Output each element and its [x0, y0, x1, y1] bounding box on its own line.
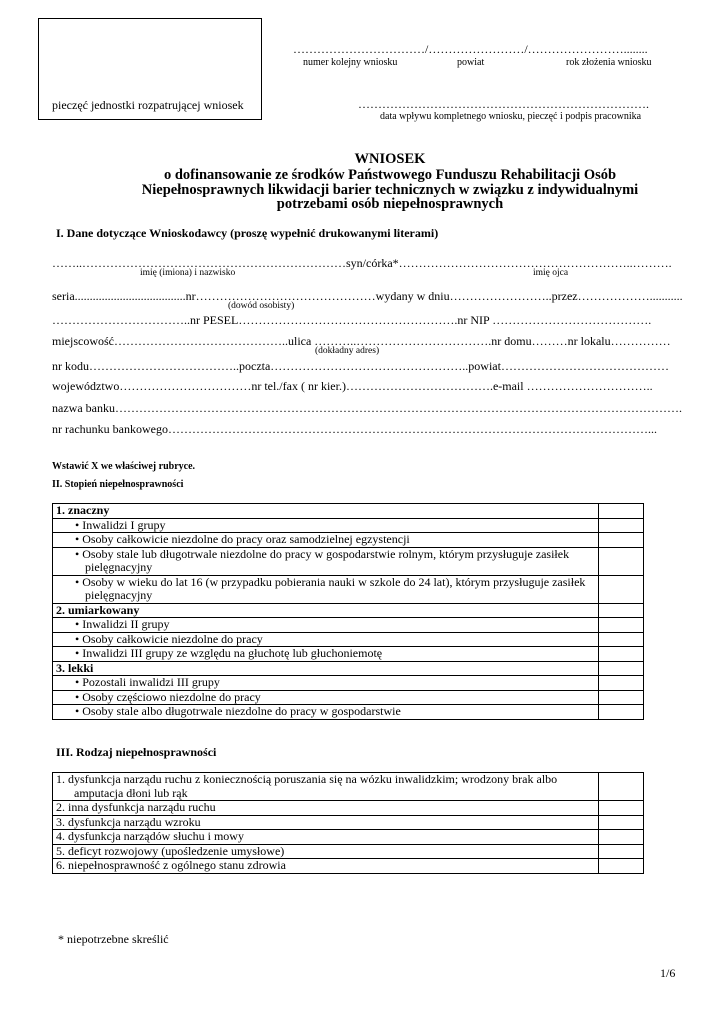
- bank-account-field[interactable]: nr rachunku bankowego…………………………………………………………………………………………………………...: [52, 422, 657, 436]
- form-title: WNIOSEK: [354, 151, 426, 167]
- table-row: [53, 632, 644, 647]
- type-item: 5. deficyt rozwojowy (upośledzenie umysłowe): [53, 844, 599, 859]
- disability-type-table: [52, 772, 644, 874]
- application-number-field[interactable]: ……………………………/……………………/……………………........: [293, 42, 648, 56]
- checkbox-cell[interactable]: [599, 632, 644, 647]
- type-item: 4. dysfunkcja narządów słuchu i mowy: [53, 830, 599, 845]
- table-row: [53, 690, 644, 705]
- degree-item: • Inwalidzi I grupy: [53, 518, 599, 533]
- table-row: [53, 773, 644, 801]
- group-label: 3. lekki: [53, 661, 599, 676]
- checkbox-cell[interactable]: [599, 690, 644, 705]
- application-number-label: numer kolejny wniosku: [303, 57, 398, 68]
- degree-item: • Osoby stale lub długotrwale niezdolne do pracy w gospodarstwie rolnym, którym przysługuje zasiłek pielęgnacyjny: [75, 546, 570, 574]
- degree-item: • Osoby stale albo długotrwale niezdolne do pracy w gospodarstwie: [53, 705, 599, 720]
- postal-field[interactable]: nr kodu………………………………..poczta…………………………………………..powiat……………………………………: [52, 359, 669, 373]
- bank-name-field[interactable]: nazwa banku…………………………………………………………………………………………………………………………….: [52, 401, 682, 415]
- degree-item: • Pozostali inwalidzi III grupy: [53, 676, 599, 691]
- table-row: [53, 575, 644, 603]
- table-row: [53, 547, 644, 575]
- checkbox-cell[interactable]: [599, 815, 644, 830]
- type-item: 2. inna dysfunkcja narządu ruchu: [53, 801, 599, 816]
- degree-item: • Osoby częściowo niezdolne do pracy: [53, 690, 599, 705]
- name-field[interactable]: ……..…………………………………………………………syn/córka*…………………………………………………..……….: [52, 256, 672, 270]
- id-document-field[interactable]: seria.....................................nr………………………………………wydany w dniu……………………..przez………………...........: [52, 289, 683, 303]
- section-3-heading: III. Rodzaj niepełnosprawności: [56, 745, 217, 759]
- table-row: [53, 661, 644, 676]
- checkbox-cell[interactable]: [599, 618, 644, 633]
- checkbox-cell[interactable]: [599, 830, 644, 845]
- checkbox-cell[interactable]: [599, 603, 644, 618]
- degree-item: • Inwalidzi III grupy ze względu na głuchotę lub głuchoniemotę: [53, 647, 599, 662]
- table-row: [53, 647, 644, 662]
- type-item: 6. niepełnosprawność z ogólnego stanu zdrowia: [53, 859, 599, 874]
- form-subtitle-2: Niepełnosprawnych likwidacji barier technicznych w związku z indywidualnymi: [141, 182, 639, 198]
- receipt-date-field[interactable]: ……………………………………………………………….: [358, 97, 649, 111]
- table-row: [53, 518, 644, 533]
- table-row: [53, 676, 644, 691]
- table-row: [53, 844, 644, 859]
- section-1-heading: I. Dane dotyczące Wnioskodawcy (proszę wypełnić drukowanymi literami): [56, 226, 439, 240]
- table-row: [53, 603, 644, 618]
- degree-item: • Inwalidzi II grupy: [53, 618, 599, 633]
- table-row: [53, 504, 644, 519]
- checkbox-cell[interactable]: [599, 647, 644, 662]
- checkbox-cell[interactable]: [599, 575, 644, 603]
- instruction-text: Wstawić X we właściwej rubryce.: [52, 461, 196, 472]
- voivodeship-contact-field[interactable]: województwo……………………………nr tel./fax ( nr kier.)……………………………….e-mail …………………………..: [52, 379, 653, 393]
- disability-degree-table: [52, 503, 644, 720]
- checkbox-cell[interactable]: [599, 518, 644, 533]
- checkbox-cell[interactable]: [599, 661, 644, 676]
- address-label: (dokładny adres): [315, 346, 380, 356]
- checkbox-cell[interactable]: [599, 533, 644, 548]
- id-document-label: (dowód osobisty): [228, 301, 295, 311]
- table-row: [53, 533, 644, 548]
- checkbox-cell[interactable]: [599, 859, 644, 874]
- checkbox-cell[interactable]: [599, 773, 644, 801]
- powiat-label: powiat: [457, 57, 485, 68]
- stamp-label: pieczęć jednostki rozpatrującej wniosek: [52, 98, 244, 112]
- year-label: rok złożenia wniosku: [566, 57, 652, 68]
- degree-item: • Osoby całkowicie niezdolne do pracy oraz samodzielnej egzystencji: [53, 533, 599, 548]
- group-label: 1. znaczny: [53, 504, 599, 519]
- checkbox-cell[interactable]: [599, 504, 644, 519]
- degree-item: • Osoby całkowicie niezdolne do pracy: [53, 632, 599, 647]
- form-subtitle-1: o dofinansowanie ze środków Państwowego Funduszu Rehabilitacji Osób: [163, 167, 617, 183]
- degree-item: • Osoby w wieku do lat 16 (w przypadku pobierania nauki w szkole do 24 lat), którym przysługuje zasiłek pielęgnacyjny: [75, 574, 586, 602]
- checkbox-cell[interactable]: [599, 844, 644, 859]
- group-label: 2. umiarkowany: [53, 603, 599, 618]
- table-row: [53, 705, 644, 720]
- form-subtitle-3: potrzebami osób niepełnosprawnych: [276, 196, 504, 212]
- table-row: [53, 830, 644, 845]
- table-row: [53, 859, 644, 874]
- type-item: 1. dysfunkcja narządu ruchu z koniecznością poruszania się na wózku inwalidzkim; wrodzony brak albo amputacja dłoni lub rąk: [56, 772, 558, 800]
- receipt-date-label: data wpływu kompletnego wniosku, pieczęć i podpis pracownika: [380, 111, 642, 122]
- page-number: 1/6: [660, 966, 676, 980]
- table-row: [53, 815, 644, 830]
- checkbox-cell[interactable]: [599, 676, 644, 691]
- table-row: [53, 801, 644, 816]
- address-field[interactable]: miejscowość……………………………………..ulica ………..…………………………….nr domu………nr lokalu……………: [52, 334, 671, 348]
- checkbox-cell[interactable]: [599, 801, 644, 816]
- footnote: * niepotrzebne skreślić: [58, 932, 169, 946]
- table-row: [53, 618, 644, 633]
- checkbox-cell[interactable]: [599, 547, 644, 575]
- type-item: 3. dysfunkcja narządu wzroku: [53, 815, 599, 830]
- checkbox-cell[interactable]: [599, 705, 644, 720]
- name-label: imię (imiona) i nazwisko: [140, 268, 236, 278]
- pesel-nip-field[interactable]: ……………………………..nr PESEL……………………………………………….nr NIP ………………………………….: [52, 313, 652, 327]
- father-name-label: imię ojca: [533, 268, 569, 278]
- section-2-heading: II. Stopień niepełnosprawności: [52, 479, 184, 490]
